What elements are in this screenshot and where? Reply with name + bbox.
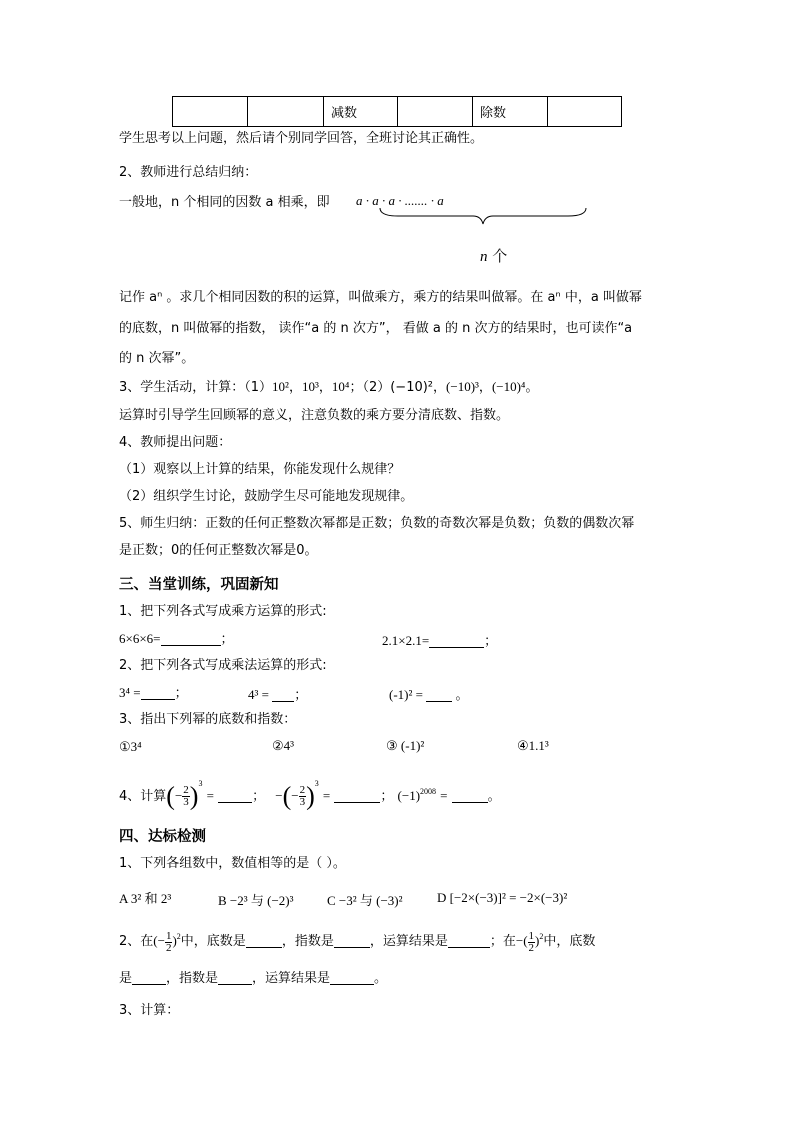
minus-sign: − bbox=[291, 788, 299, 803]
table-cell bbox=[398, 97, 473, 127]
formula-product: a · a · a · ....... · a bbox=[356, 193, 444, 208]
exercise-item: ④1.1³ bbox=[517, 738, 549, 753]
answer-blank[interactable] bbox=[246, 934, 282, 948]
paren-left: ( bbox=[282, 781, 292, 811]
text-fragment: 中，底数是 bbox=[180, 934, 246, 949]
fraction bbox=[299, 785, 307, 808]
exercise-expr: (−1) bbox=[397, 788, 421, 803]
activity-line: 3、学生活动，计算：（1）10²，10³，10⁴；（2）(−10)²，(−10)³，(−10)⁴。 bbox=[119, 379, 539, 395]
option[interactable]: C −3² 与 (−3)² bbox=[327, 893, 403, 908]
paragraph: 是正数；0的任何正整数次幂是0。 bbox=[119, 543, 318, 558]
math-item: (−10)³ bbox=[446, 379, 479, 394]
underbrace bbox=[378, 206, 588, 228]
exercise-line bbox=[119, 926, 595, 956]
answer-blank[interactable] bbox=[426, 688, 452, 702]
text-fragment: ，运算结果是 bbox=[252, 971, 331, 986]
exponent: 2008 bbox=[420, 787, 437, 796]
answer-blank[interactable] bbox=[272, 688, 294, 702]
paragraph: 3、计算： bbox=[119, 1003, 180, 1018]
text-fragment: ，指数是 bbox=[166, 971, 219, 986]
answer-blank[interactable] bbox=[448, 934, 490, 948]
answer-blank[interactable] bbox=[218, 971, 252, 985]
text-fragment: 是 bbox=[119, 971, 133, 986]
fraction-den: 3 bbox=[299, 796, 306, 808]
exponent: 3 bbox=[314, 779, 319, 788]
paragraph: 的 n 次幂”。 bbox=[119, 351, 195, 366]
exponent: 3 bbox=[198, 779, 203, 788]
math-item: 10² bbox=[272, 379, 289, 394]
paragraph: （1）观察以上计算的结果，你能发现什么规律？ bbox=[119, 462, 401, 477]
paragraph: 学生思考以上问题，然后请个别同学回答，全班讨论其正确性。 bbox=[119, 131, 484, 146]
exercise-expr: 2.1×2.1= bbox=[382, 633, 430, 648]
paragraph: （2）组织学生讨论，鼓励学生尽可能地发现规律。 bbox=[119, 489, 414, 504]
exercise-expr: 4³ = bbox=[248, 687, 269, 702]
exercise-expr: 6×6×6= bbox=[119, 631, 161, 646]
math-item: （2）(−10)² bbox=[362, 380, 434, 395]
math-item: 10³ bbox=[301, 379, 319, 394]
paragraph: 2、把下列各式写成乘法运算的形式: bbox=[119, 658, 327, 673]
fraction-num: 2 bbox=[183, 784, 189, 796]
paragraph: 1、下列各组数中，数值相等的是（ ）。 bbox=[119, 856, 346, 871]
option[interactable]: D [−2×(−3)]² = −2×(−3)² bbox=[437, 890, 568, 905]
math-item: (−10)⁴ bbox=[491, 379, 526, 394]
text-fragment: ，运算结果是 bbox=[369, 934, 448, 949]
exercise-line: 4、计算(− $\frac{2}{3}$ )$^3$ = ； −(− $\frac{2}{3}$ )$^3$ = ； $(-1)^{2008}$ = 。 bbox=[119, 779, 501, 811]
formula-ge: 个 bbox=[492, 247, 508, 265]
answer-blank[interactable] bbox=[429, 634, 484, 648]
fraction-den: 3 bbox=[183, 796, 189, 808]
paragraph: 1、把下列各式写成乘方运算的形式: bbox=[119, 604, 327, 619]
exercise-expr: (-1)² = bbox=[389, 687, 423, 702]
paragraph: 运算时引导学生回顾幂的意义，注意负数的乘方要分清底数、指数。 bbox=[119, 408, 510, 423]
answer-blank[interactable] bbox=[334, 789, 380, 803]
table-cell bbox=[248, 97, 324, 127]
paren-left: ( bbox=[166, 781, 175, 811]
section-heading: 四、达标检测 bbox=[119, 829, 206, 845]
answer-blank[interactable] bbox=[330, 971, 374, 985]
answer-blank[interactable] bbox=[334, 934, 370, 948]
table-cell bbox=[548, 97, 622, 127]
answer-blank[interactable] bbox=[452, 789, 488, 803]
table-cell: 除数 bbox=[473, 97, 548, 127]
paragraph: 2、教师进行总结归纳： bbox=[119, 165, 258, 180]
paren-right: ) bbox=[189, 781, 199, 811]
option[interactable]: A 3² 和 2³ bbox=[119, 891, 172, 906]
text-fragment: ；在 bbox=[489, 934, 516, 949]
exercise-line bbox=[119, 970, 387, 988]
fraction-num: 2 bbox=[299, 784, 306, 796]
top-table bbox=[172, 96, 622, 127]
exercise-line: 4³ = ； bbox=[248, 687, 308, 702]
exercise-line: (-1)² = 。 bbox=[389, 687, 469, 702]
exercise-item: ①3⁴ bbox=[119, 739, 142, 754]
text-fragment: ，指数是 bbox=[281, 934, 334, 949]
answer-blank[interactable] bbox=[218, 789, 252, 803]
fraction bbox=[182, 785, 190, 808]
exercise-line: 3⁴ = ； bbox=[119, 685, 188, 700]
table-cell bbox=[173, 97, 248, 127]
paragraph: 的底数，n 叫做幂的指数， 读作“a 的 n 次方”， 看做 a 的 n 次方的结果时，也可读作“a bbox=[119, 321, 633, 336]
math-expr: −( $\frac{1}{2}$ )$^2$ bbox=[515, 929, 544, 954]
paragraph: 5、师生归纳：正数的任何正整数次幂都是正数；负数的奇数次幂是负数；负数的偶数次幂 bbox=[119, 516, 635, 531]
exercise-line: 2.1×2.1= ； bbox=[382, 633, 498, 648]
text-fragment: 中，底数 bbox=[543, 934, 596, 949]
formula-n: n bbox=[480, 249, 488, 265]
option[interactable]: B −2³ 与 (−2)³ bbox=[218, 893, 294, 908]
paragraph: 3、指出下列幂的底数和指数： bbox=[119, 712, 297, 727]
answer-blank[interactable] bbox=[132, 971, 166, 985]
exercise-line: 6×6×6= ； bbox=[119, 631, 234, 646]
formula-count bbox=[480, 245, 507, 266]
exercise-expr: 3⁴ = bbox=[119, 685, 141, 700]
answer-blank[interactable] bbox=[141, 686, 175, 700]
exercise-item: ③ (-1)² bbox=[386, 738, 425, 753]
paragraph: 一般地，n 个相同的因数 a 相乘，即 bbox=[119, 195, 330, 210]
paragraph: 记作 aⁿ 。求几个相同因数的积的运算，叫做乘方，乘方的结果叫做幂。在 aⁿ 中，a 叫做幂 bbox=[119, 290, 642, 305]
table-cell: 减数 bbox=[324, 97, 398, 127]
exercise-prefix: 4、计算 bbox=[119, 789, 167, 804]
section-heading: 三、当堂训练，巩固新知 bbox=[119, 577, 279, 593]
minus-sign: − bbox=[174, 788, 183, 803]
minus-sign: − bbox=[275, 788, 283, 803]
math-item: 10⁴ bbox=[331, 379, 350, 394]
text-fragment: 。 bbox=[374, 971, 388, 986]
answer-blank[interactable] bbox=[161, 632, 221, 646]
text-fragment: 2、在 bbox=[119, 934, 154, 949]
paren-right: ) bbox=[306, 781, 315, 811]
activity-prefix: 3、学生活动，计算：（1） bbox=[119, 380, 273, 395]
math-expr: (− $\frac{1}{2}$ )$^2$ bbox=[153, 929, 181, 954]
paragraph: 4、教师提出问题： bbox=[119, 435, 232, 450]
exercise-item: ②4³ bbox=[272, 738, 295, 753]
